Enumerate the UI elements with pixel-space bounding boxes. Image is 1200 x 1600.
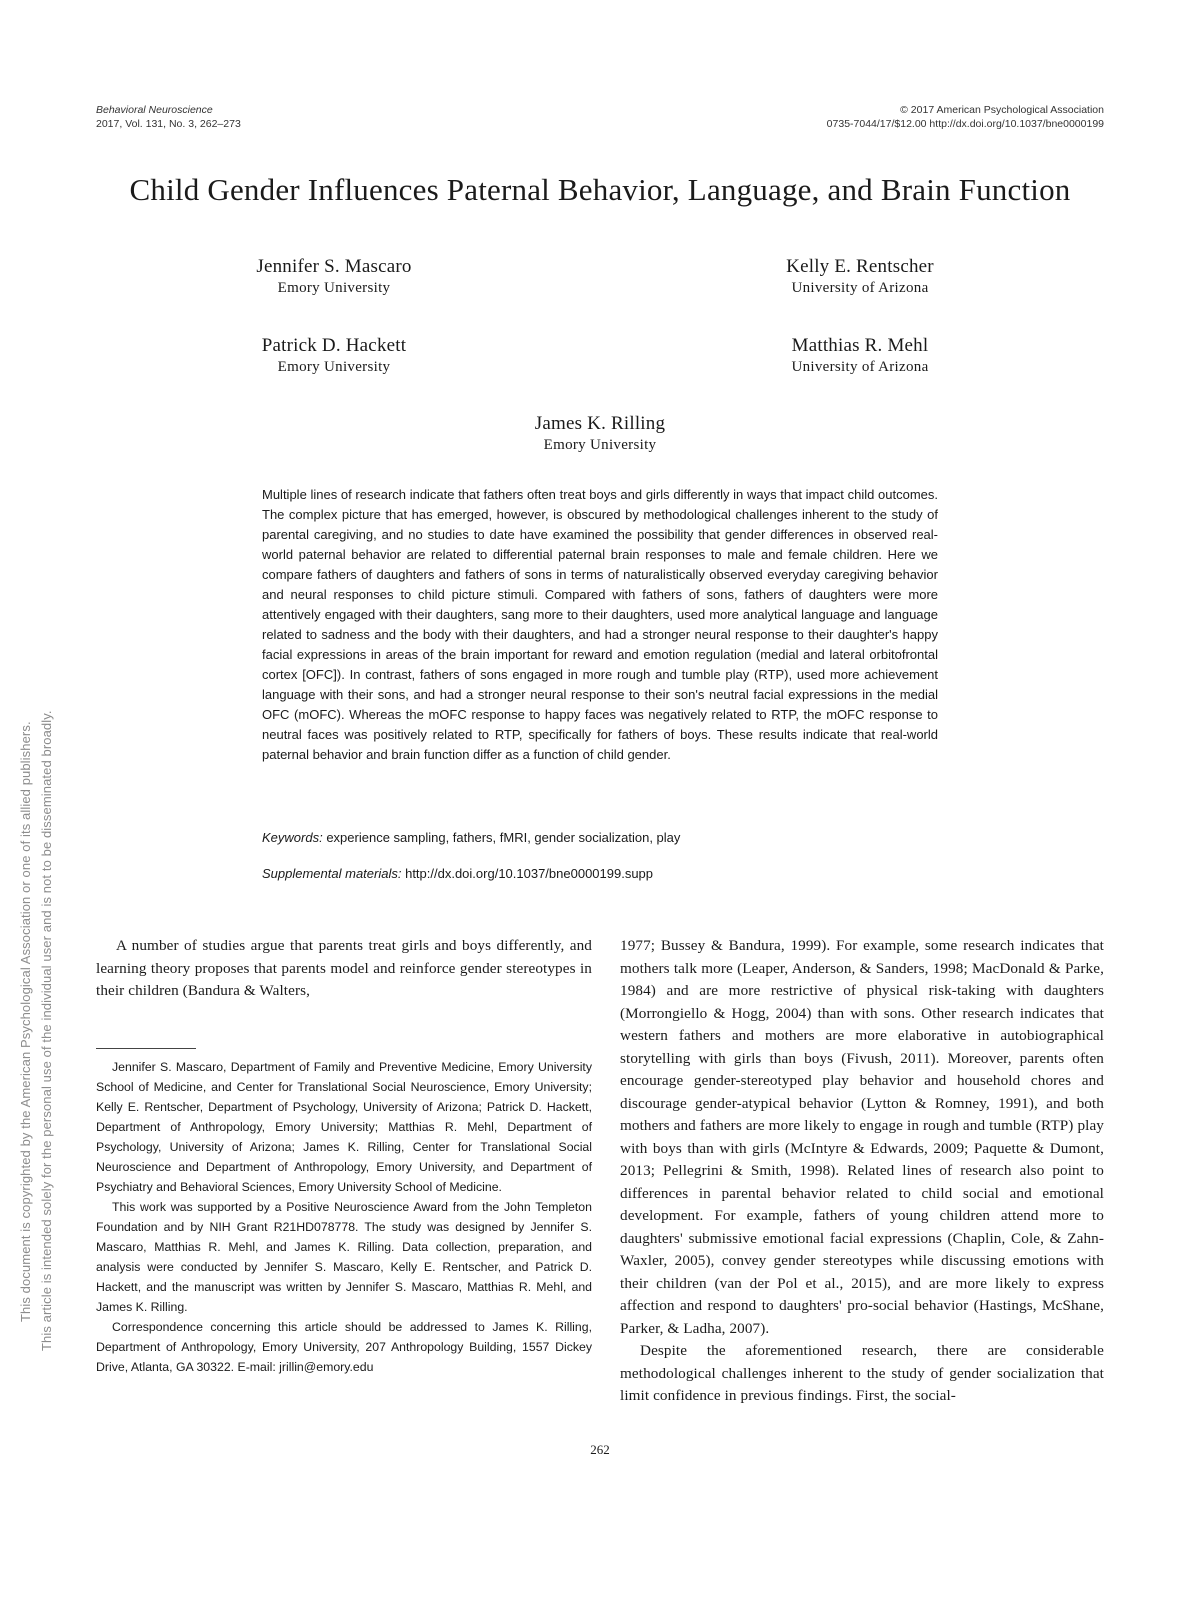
author-notes <box>96 1057 592 1377</box>
author-block <box>730 335 990 377</box>
author-block <box>204 335 464 377</box>
journal-header-left <box>96 103 241 131</box>
author-name: James K. Rilling <box>534 413 666 434</box>
body-right-column <box>620 935 1104 1408</box>
article-title: Child Gender Influences Paternal Behavior, Language, and Brain Function <box>129 172 1071 207</box>
author-affiliation: University of Arizona <box>791 280 929 296</box>
author-name: Patrick D. Hackett <box>261 335 407 356</box>
author-block <box>470 413 730 455</box>
volume-line: 2017, Vol. 131, No. 3, 262–273 <box>96 118 241 130</box>
keywords-label: Keywords: <box>262 830 323 845</box>
keywords-line <box>262 828 938 848</box>
page-number: 262 <box>590 1442 610 1457</box>
footnote-affiliations: Jennifer S. Mascaro, Department of Family and Preventive Medicine, Emory University School of Medicine, and Center for Translational Social Neuroscience, Emory University; Kelly E. Rentscher, Department of Psychology, University of Arizona; Patrick D. Hackett, Department of Anthropology, Emory University; Matthias R. Mehl, Department of Psychology, University of Arizona; James K. Rilling, Center for Translational Social Neuroscience and Department of Anthropology, Emory University, and Department of Psychiatry and Behavioral Sciences, Emory University School of Medicine. <box>96 1060 592 1194</box>
author-affiliation: Emory University <box>277 359 391 375</box>
author-block <box>204 256 464 298</box>
footnote-divider <box>96 1048 196 1049</box>
abstract: Multiple lines of research indicate that fathers often treat boys and girls differently in ways that impact child outcomes. The complex picture that has emerged, however, is obscured by methodological challenges inherent to the study of parental caregiving, and no studies to date have examined the possibility that gender differences in observed real-world paternal behavior are related to differential paternal brain responses to male and female children. Here we compare fathers of daughters and fathers of sons in terms of naturalistically observed everyday caregiving behavior and neural responses to child picture stimuli. Compared with fathers of sons, fathers of daughters were more attentively engaged with their daughters, sang more to their daughters, used more analytical language and language related to sadness and the body with their daughters, and had a stronger neural response to their daughter's happy facial expressions in areas of the brain important for reward and emotion regulation (medial and lateral orbitofrontal cortex [OFC]). In contrast, fathers of sons engaged in more rough and tumble play (RTP), used more achievement language with their sons, and had a stronger neural response to their son's neutral facial expressions in the medial OFC (mOFC). Whereas the mOFC response to happy faces was negatively related to RTP, the mOFC response to neutral faces was positively related to RTP, specifically for fathers of boys. These results indicate that real-world paternal behavior and brain function differ as a function of child gender. <box>262 487 938 762</box>
doi-line: 0735-7044/17/$12.00 http://dx.doi.org/10.1037/bne0000199 <box>826 118 1104 130</box>
supplemental-line <box>262 864 938 884</box>
author-name: Matthias R. Mehl <box>791 335 929 356</box>
footnote-correspondence: Correspondence concerning this article should be addressed to James K. Rilling, Department of Anthropology, Emory University, 207 Anthropology Building, 1557 Dickey Drive, Atlanta, GA 30322. E-mail: jrillin@emory.edu <box>96 1320 592 1374</box>
author-affiliation: Emory University <box>277 280 391 296</box>
author-name: Kelly E. Rentscher <box>786 256 934 277</box>
author-block <box>730 256 990 298</box>
body-paragraph: Despite the aforementioned research, there are considerable methodological challenges inherent to the study of gender socialization that limit confidence in previous findings. First, the social- <box>620 1342 1104 1404</box>
supplemental-link[interactable]: http://dx.doi.org/10.1037/bne0000199.supp <box>405 866 654 881</box>
journal-header-right <box>827 103 1104 131</box>
journal-name: Behavioral Neuroscience <box>96 104 213 116</box>
copyright-notice-line-2: This article is intended solely for the personal use of the individual user and is not to be disseminated broadly. <box>39 710 54 1351</box>
footnote-funding: This work was supported by a Positive Neuroscience Award from the John Templeton Foundation and by NIH Grant R21HD078778. The study was designed by Jennifer S. Mascaro, Matthias R. Mehl, and James K. Rilling. Data collection, preparation, and analysis were conducted by Jennifer S. Mascaro, Kelly E. Rentscher, and Patrick D. Hackett, and the manuscript was written by Jennifer S. Mascaro, Matthias R. Mehl, and James K. Rilling. <box>96 1200 592 1314</box>
supplemental-label: Supplemental materials: <box>262 866 402 881</box>
body-left-column <box>96 935 592 1003</box>
author-affiliation: University of Arizona <box>791 359 929 375</box>
author-affiliation: Emory University <box>543 437 657 453</box>
body-paragraph: 1977; Bussey & Bandura, 1999). For example, some research indicates that mothers talk more (Leaper, Anderson, & Sanders, 1998; MacDonald & Parke, 1984) and are more restrictive of physical risk-taking with daughters (Morrongiello & Hogg, 2004) than with sons. Other research indicates that western fathers and mothers are more elaborative in autobiographical storytelling with girls than boys (Fivush, 2011). Moreover, parents often encourage gender-stereotyped play behavior and household chores and discourage gender-atypical behavior (Lytton & Romney, 1991), and both mothers and fathers are more likely to engage in rough and tumble (RTP) play with boys than with girls (McIntyre & Edwards, 2009; Paquette & Dumont, 2013; Pellegrini & Smith, 1998). Related lines of research also point to differences in parental behavior related to child social and emotional development. For example, fathers of young children attend more to daughters' submissive emotional facial expressions (Chaplin, Cole, & Zahn-Waxler, 2005), convey gender stereotypes while discussing emotions with their children (van der Pol et al., 2015), and are more likely to express affection and respond to daughters' pro-social behavior (Hastings, McShane, Parker, & Ladha, 2007). <box>620 937 1104 1337</box>
copyright-notice-line-1: This document is copyrighted by the American Psychological Association or one of its allied publishers. <box>18 721 33 1322</box>
body-paragraph: A number of studies argue that parents treat girls and boys differently, and learning theory proposes that parents model and reinforce gender stereotypes in their children (Bandura & Walters, <box>96 937 592 999</box>
author-name: Jennifer S. Mascaro <box>256 256 412 277</box>
copyright-line: © 2017 American Psychological Association <box>900 104 1104 116</box>
keywords-text: experience sampling, fathers, fMRI, gender socialization, play <box>326 830 681 845</box>
